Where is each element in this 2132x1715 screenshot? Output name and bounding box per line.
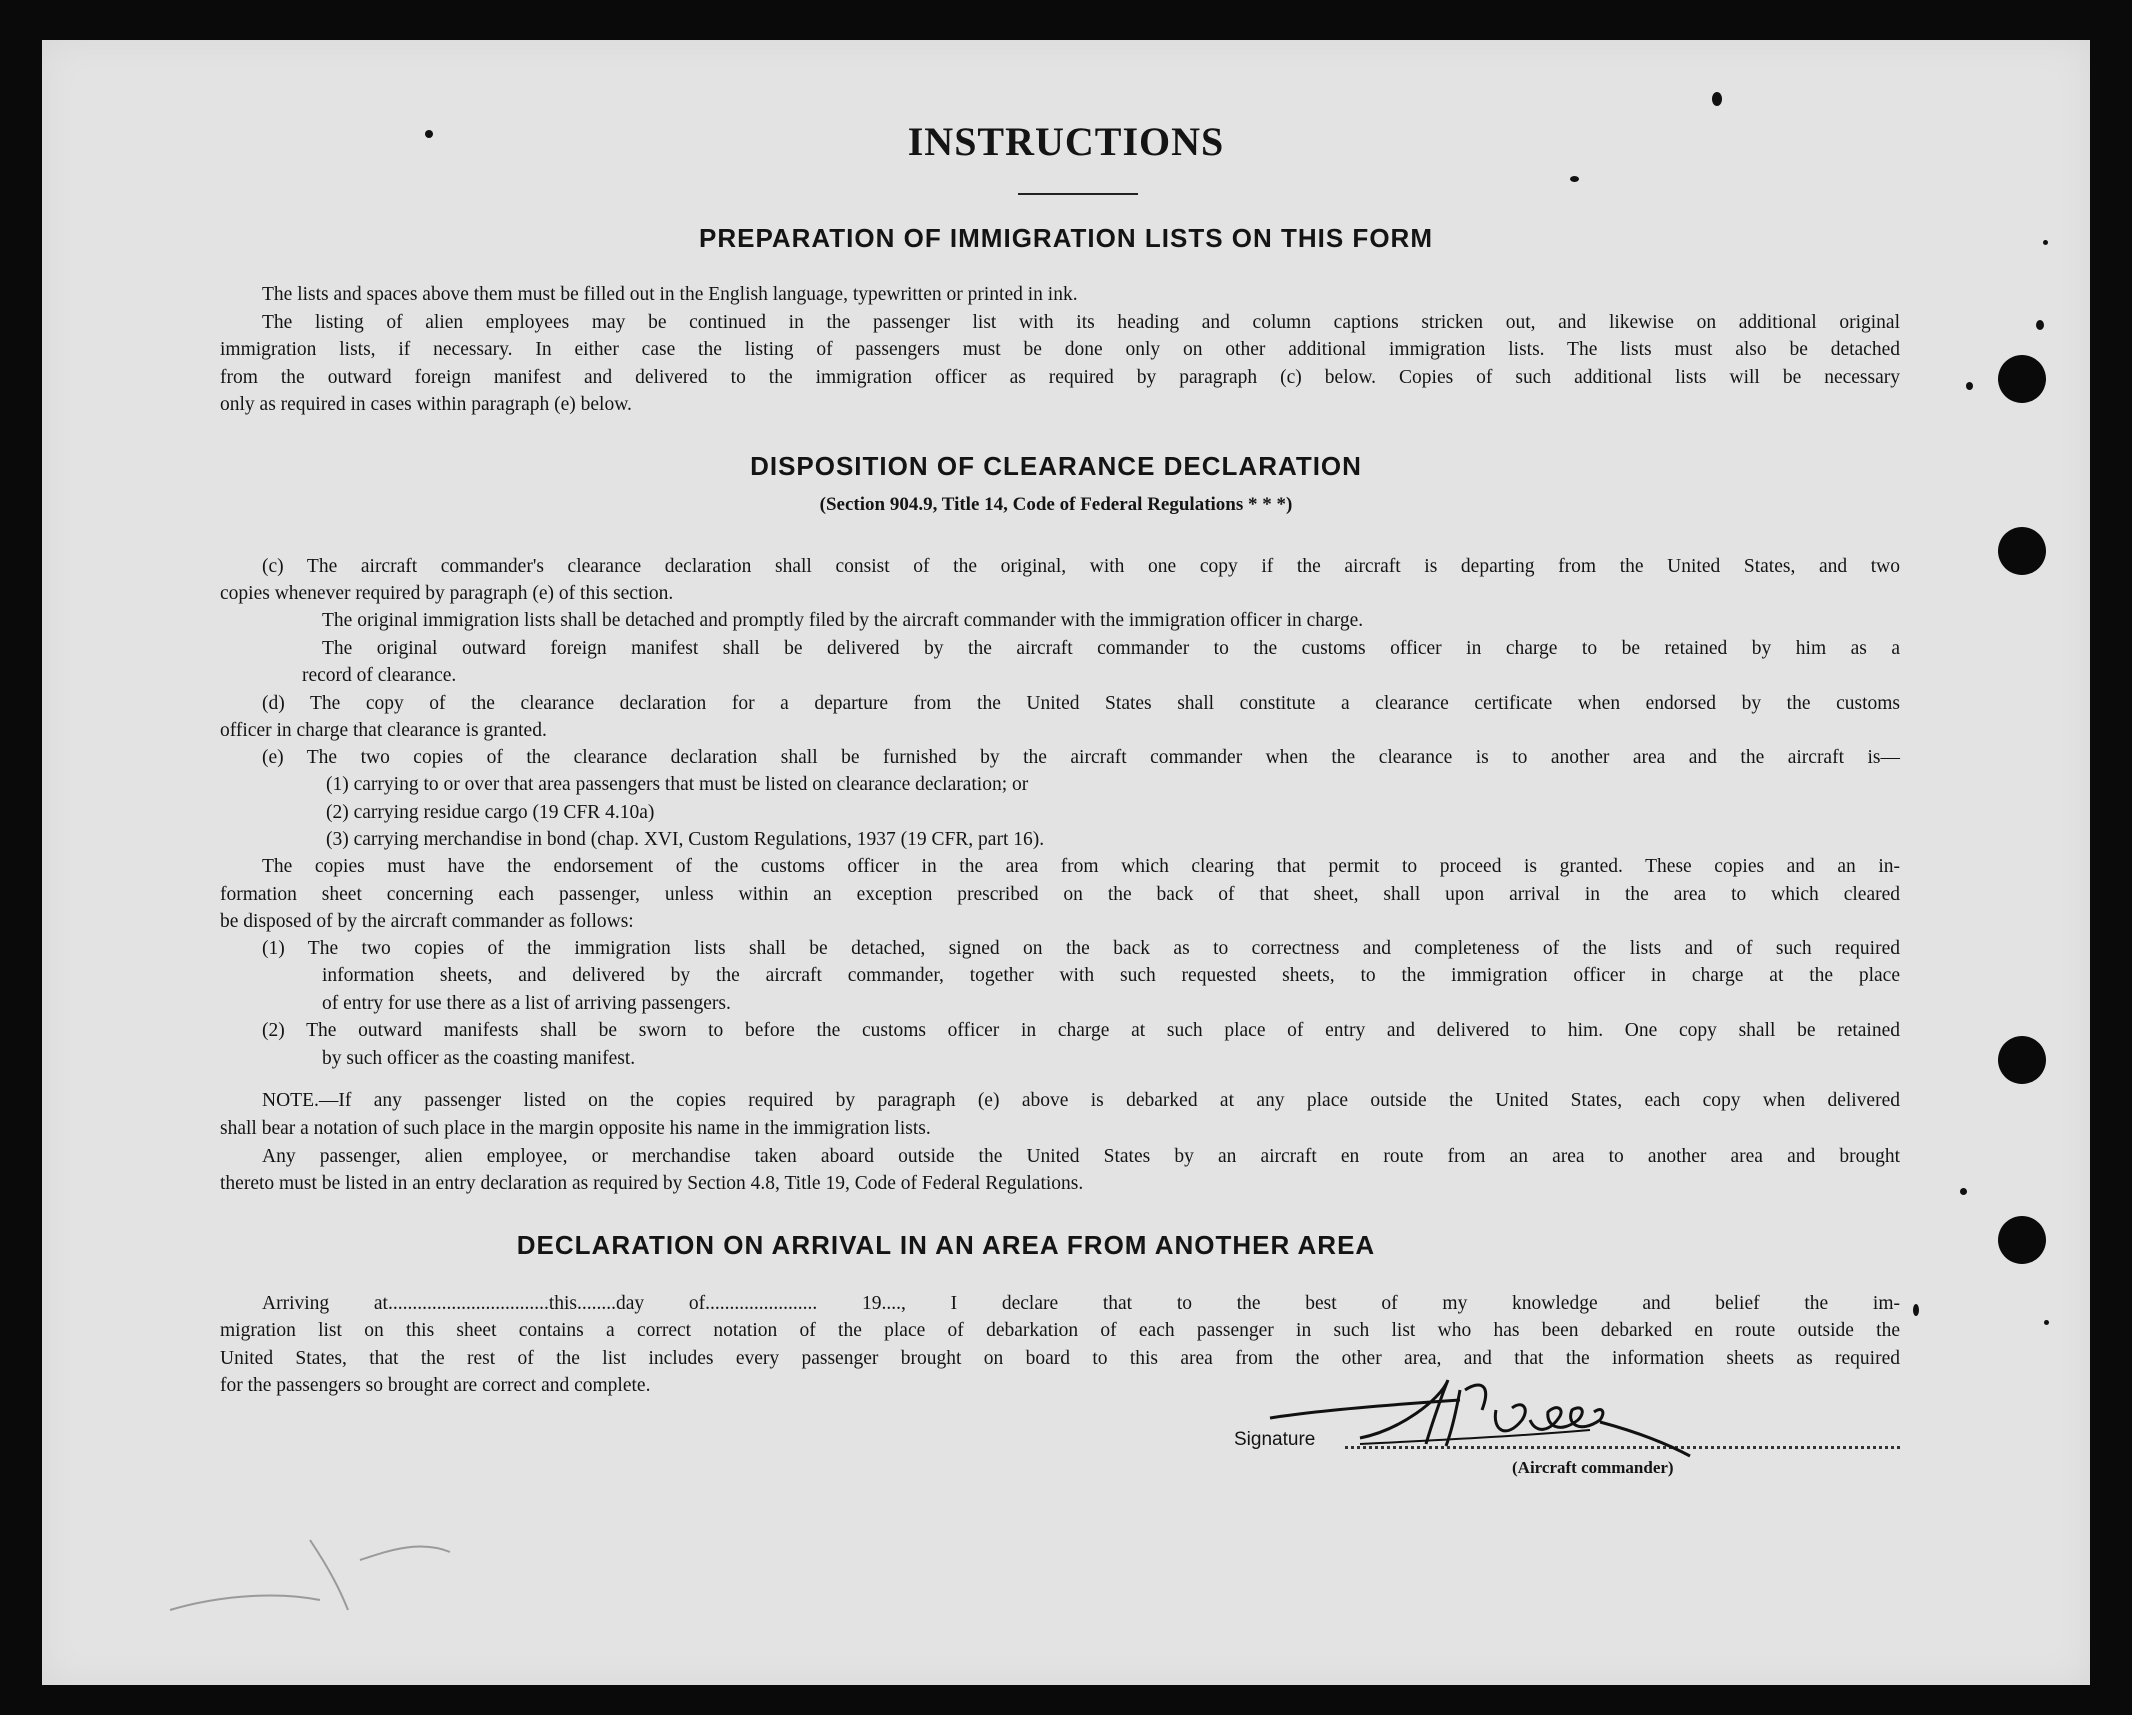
text-line: officer in charge that clearance is granted. [220,720,547,741]
declaration-line: migration list on this sheet contains a correct notation of the place of debarkation of each passenger in such list who has been debarked en route outside the [220,1320,1900,1341]
text-line: (d) The copy of the clearance declaration for a departure from the United States shall constitute a clearance certificate when endorsed by the customs [262,693,1900,714]
text-line: The original immigration lists shall be detached and promptly filed by the aircraft commander with the immigration officer in charge. [322,610,1364,631]
text-line: information sheets, and delivered by the aircraft commander, together with such requested sheets, to the immigration officer in charge at the place [322,965,1900,986]
text-line: Any passenger, alien employee, or merchandise taken aboard outside the United States by an aircraft en route from an area to another area and brought [262,1146,1900,1167]
text-line: (1) carrying to or over that area passengers that must be listed on clearance declaration; or [326,774,1029,795]
text-line: (2) carrying residue cargo (19 CFR 4.10a) [326,802,655,823]
signature-label: Signature [1234,1429,1316,1450]
section-heading-preparation: PREPARATION OF IMMIGRATION LISTS ON THIS FORM [699,223,1433,253]
declaration-line: United States, that the rest of the list includes every passenger brought on board to this area from the other area, and that the information sheets as required [220,1348,1900,1369]
text-line: copies whenever required by paragraph (e) of this section. [220,583,674,604]
text-line: thereto must be listed in an entry declaration as required by Section 4.8, Title 19, Code of Federal Regulations. [220,1173,1084,1194]
text-line: The listing of alien employees may be continued in the passenger list with its heading and column captions stricken out, and likewise on additional original [262,312,1900,333]
section-heading-declaration: DECLARATION ON ARRIVAL IN AN AREA FROM ANOTHER AREA [516,1230,1376,1260]
text-line: formation sheet concerning each passenger, unless within an exception prescribed on the back of that sheet, shall upon arrival in the area to which cleared [220,884,1900,905]
signature-caption: (Aircraft commander) [1512,1458,1674,1477]
handwritten-signature [1260,1360,1720,1470]
text-line: The original outward foreign manifest shall be delivered by the aircraft commander to the customs officer in charge to be retained by him as a [322,638,1900,659]
text-line: (e) The two copies of the clearance declaration shall be furnished by the aircraft commander when the clearance is to another area and the aircraft is— [262,747,1900,768]
text-line: be disposed of by the aircraft commander as follows: [220,911,634,932]
text-line: of entry for use there as a list of arriving passengers. [322,993,731,1014]
text-line: only as required in cases within paragraph (e) below. [220,394,632,415]
declaration-line: Arriving at.................................this........day of....................... 19...., I declare that to the best of my knowledge and belief the im- [262,1293,1900,1314]
text-line: immigration lists, if necessary. In either case the listing of passengers must be done only on other additional immigration lists. The lists must also be detached [220,339,1900,360]
text-line: by such officer as the coasting manifest. [322,1048,636,1069]
text-line: from the outward foreign manifest and delivered to the immigration officer as required by paragraph (c) below. Copies of such additional lists will be necessary [220,367,1900,388]
text-line: The copies must have the endorsement of the customs officer in the area from which clearing that permit to proceed is granted. These copies and an in- [262,856,1900,877]
text-line: The lists and spaces above them must be filled out in the English language, typewritten or printed in ink. [262,284,1078,305]
declaration-line: for the passengers so brought are correct and complete. [220,1375,651,1396]
text-line: record of clearance. [302,665,457,686]
section-subheading-disposition: (Section 904.9, Title 14, Code of Federal Regulations * * *) [819,494,1293,515]
text-line: (c) The aircraft commander's clearance declaration shall consist of the original, with one copy if the aircraft is departing from the United States, and two [262,556,1900,577]
text-line: (3) carrying merchandise in bond (chap. XVI, Custom Regulations, 1937 (19 CFR, part 16). [326,829,1045,850]
text-line: (1) The two copies of the immigration lists shall be detached, signed on the back as to correctness and completeness of the lists and of such required [262,938,1900,959]
note-line: shall bear a notation of such place in the margin opposite his name in the immigration lists. [220,1118,931,1139]
section-heading-disposition: DISPOSITION OF CLEARANCE DECLARATION [750,451,1362,481]
faint-bleed-through-mark [90,1480,550,1640]
page-title: INSTRUCTIONS [907,119,1225,164]
text-line: (2) The outward manifests shall be sworn to before the customs officer in charge at such place of entry and delivered to him. One copy shall be retained [262,1020,1900,1041]
note-line: NOTE.—If any passenger listed on the copies required by paragraph (e) above is debarked at any place outside the United States, each copy when delivered [262,1090,1900,1111]
title-underline [1018,193,1138,195]
